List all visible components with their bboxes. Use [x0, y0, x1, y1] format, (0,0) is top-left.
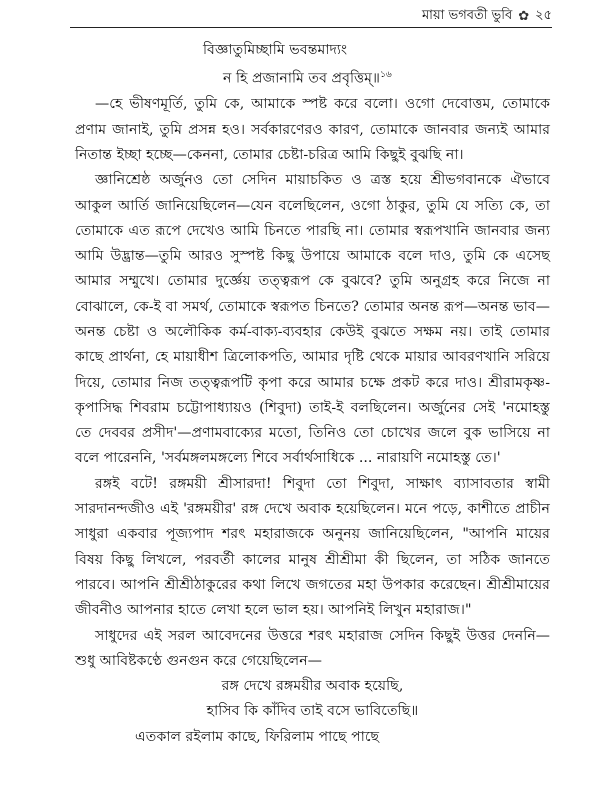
song-line-3: এতকাল রইলাম কাছে, ফিরিলাম পাছে পাছে: [135, 728, 380, 745]
running-title: মায়া ভগবতী ভুবি: [421, 8, 513, 23]
paragraph-3: রঙ্গই বটে! রঙ্গময়ী শ্রীসারদা! শিবুদা তো শিবুদা, সাক্ষাৎ ব্যাসাবতার স্বামী সারদানন্দজীও এই 'রঙ্গময়ীর' রঙ্গ দেখে অবাক হয়েছিলেন। মনে পড়ে, কাশীতে প্রাচীন সাধুরা একবার পূজ্যপাদ শরৎ মহারাজকে অনুনয় জানিয়েছিলেন, "আপনি মায়ের বিষয় কিছু লিখলে, পরবর্তী কালের মানুষ শ্রীশ্রীমা কী ছিলেন, তা সঠিক জানতে পারবে। আপনি শ্রীশ্রীঠাকুরের কথা লিখে জগতের মহা উপকার করেছেন। শ্রীশ্রীমায়ের জীবনীও আপনার হাতে লেখা হলে ভাল হয়। আপনিই লিখুন মহারাজ।": [75, 475, 550, 619]
verse-ref: ১৬: [380, 70, 392, 81]
song-line-1: রঙ্গ দেখে রঙ্গময়ীর অবাক হয়েছি,: [221, 678, 404, 695]
verse-line-1: বিজ্ঞাতুমিচ্ছামি ভবন্তমাদ্যং: [203, 42, 348, 58]
verse-line-2: [75, 63, 550, 92]
paragraph-4: সাধুদের এই সরল আবেদনের উত্তরে শরৎ মহারাজ সেদিন কিছুই উত্তর দেননি—শুধু আবিষ্টকণ্ঠে গুনগুন করে গেয়েছিলেন—: [75, 627, 550, 669]
paragraph-2: জ্ঞানিশ্রেষ্ঠ অর্জুনও তো সেদিন মায়াচকিত ও ত্রস্ত হয়ে শ্রীভগবানকে ঐভাবে আকুল আর্তি জানিয়েছিলেন—যেন বলেছিলেন, ওগো ঠাকুর, তুমি যে সত্যি কে, তা তোমাকে এত রূপে দেখেও আমি চিনতে পারছি না। তোমার স্বরূপখানি জানবার জন্য আমি উদ্ভ্রান্ত—তুমি আরও সুস্পষ্ট কিছু উপায়ে আমাকে বলে দাও, তুমি কে এসেছ আমার সম্মুখে। তোমার দুর্জ্ঞেয় তত্ত্বরূপ কে বুঝবে? তুমি অনুগ্রহ করে নিজে না বোঝালে, কে-ই বা সমর্থ, তোমাকে স্বরূপত চিনতে? তোমার অনন্ত রূপ—অনন্ত ভাব—অনন্ত চেষ্টা ও অলৌকিক কর্ম-বাক্য-ব্যবহার কেউই বুঝতে সক্ষম নয়। তাই তোমার কাছে প্রার্থনা, হে মায়াধীশ ত্রিলোকপতি, আমার দৃষ্টি থেকে মায়ার আবরণখানি সরিয়ে দিয়ে, তোমার নিজ তত্ত্বরূপটি কৃপা করে আমার চক্ষে প্রকট করে দাও। শ্রীরামকৃষ্ণ-কৃপাসিদ্ধ শিবরাম চট্টোপাধ্যায়ও (শিবুদা) তাই-ই বলছিলেন। অর্জুনের সেই 'নমোহস্তু তে দেববর প্রসীদ'—প্রণামবাক্যের মতো, তিনিও তো চোখের জলে বুক ভাসিয়ে না বলে পারেননি, 'সর্বমঙ্গলমঙ্গল্যে শিবে সর্বার্থসাধিকে ... নারায়ণি নমোহস্তু তে।': [75, 172, 550, 467]
flower-ornament-icon: ✿: [518, 9, 530, 24]
page-number: ২৫: [535, 8, 552, 23]
song-line-2: হাসিব কি কাঁদিব তাই বসে ভাবিতেছি॥: [206, 703, 419, 720]
header-rule: [70, 27, 552, 28]
paragraph-1: —হে ভীষণমূর্তি, তুমি কে, আমাকে স্পষ্ট করে বলো। ওগো দেবোত্তম, তোমাকে প্রণাম জানাই, তুমি প্রসন্ন হও। সর্বকারণেরও কারণ, তোমাকে জানবার জন্যই আমার নিতান্ত ইচ্ছা হচ্ছে—কেননা, তোমার চেষ্টা-চরিত্র আমি কিছুই বুঝছি না।: [75, 96, 550, 163]
page-body: [75, 38, 550, 750]
running-header: [422, 6, 552, 27]
verse-line-2-text: ন হি প্রজানামি তব প্রবৃত্তিম্॥: [223, 71, 381, 88]
